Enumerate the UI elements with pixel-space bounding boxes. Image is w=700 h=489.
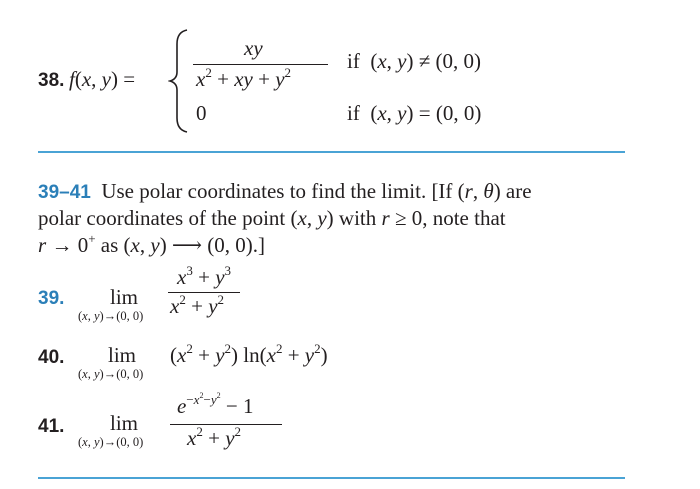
problem-38-number: 38.: [38, 70, 65, 91]
problem-39-numerator: $x^3 + y^3$: [177, 262, 232, 289]
problem-38-condition-1: if (x, y) ≠ (0, 0): [347, 49, 481, 73]
problem-38-condition-2: if (x, y) = (0, 0): [347, 101, 482, 125]
problem-41-number: 41.: [38, 416, 65, 437]
divider-top: [38, 151, 625, 153]
problem-39-limit-subscript: (x, y)→(0, 0): [78, 309, 144, 323]
problem-40-number: 40.: [38, 347, 65, 368]
problem-41-numerator: $e^{-x^2-y^2} - 1$: [177, 390, 254, 418]
left-brace: [168, 28, 190, 134]
problem-38-case-2-value: 0: [196, 101, 207, 125]
problem-39-denominator: $x^2 + y^2$: [170, 291, 225, 318]
instructions-line-1: 39–41 Use polar coordinates to find the limit. [If (r, θ) are: [38, 179, 532, 203]
problem-41-lim: lim: [110, 411, 139, 435]
problem-39-number: 39.: [38, 288, 65, 309]
divider-bottom: [38, 477, 625, 479]
problem-41-limit-subscript: (x, y)→(0, 0): [78, 435, 144, 449]
instructions-line-2: polar coordinates of the point (x, y) with r ≥ 0, note that: [38, 206, 506, 230]
problem-38-lhs: f(x, y) =: [69, 67, 136, 91]
problem-40-expression: $(x^2 + y^2) \ln(x^2 + y^2)$: [170, 340, 328, 367]
problem-38-numerator: xy: [244, 36, 263, 60]
problem-40-limit-subscript: (x, y)→(0, 0): [78, 367, 144, 381]
instructions-line-3: r → 0+ as (x, y) ⟶ (0, 0).]: [38, 230, 266, 257]
problem-39-lim: lim: [110, 285, 139, 309]
instructions-range: 39–41: [38, 182, 91, 203]
problem-38-denominator: $x^2$ + xy + $y^2$: [196, 64, 292, 91]
problem-40-lim: lim: [108, 343, 137, 367]
problem-41-denominator: $x^2 + y^2$: [187, 423, 242, 450]
problem-38-fraction-bar: [193, 64, 328, 65]
problem-41-fraction-bar: [170, 424, 282, 425]
